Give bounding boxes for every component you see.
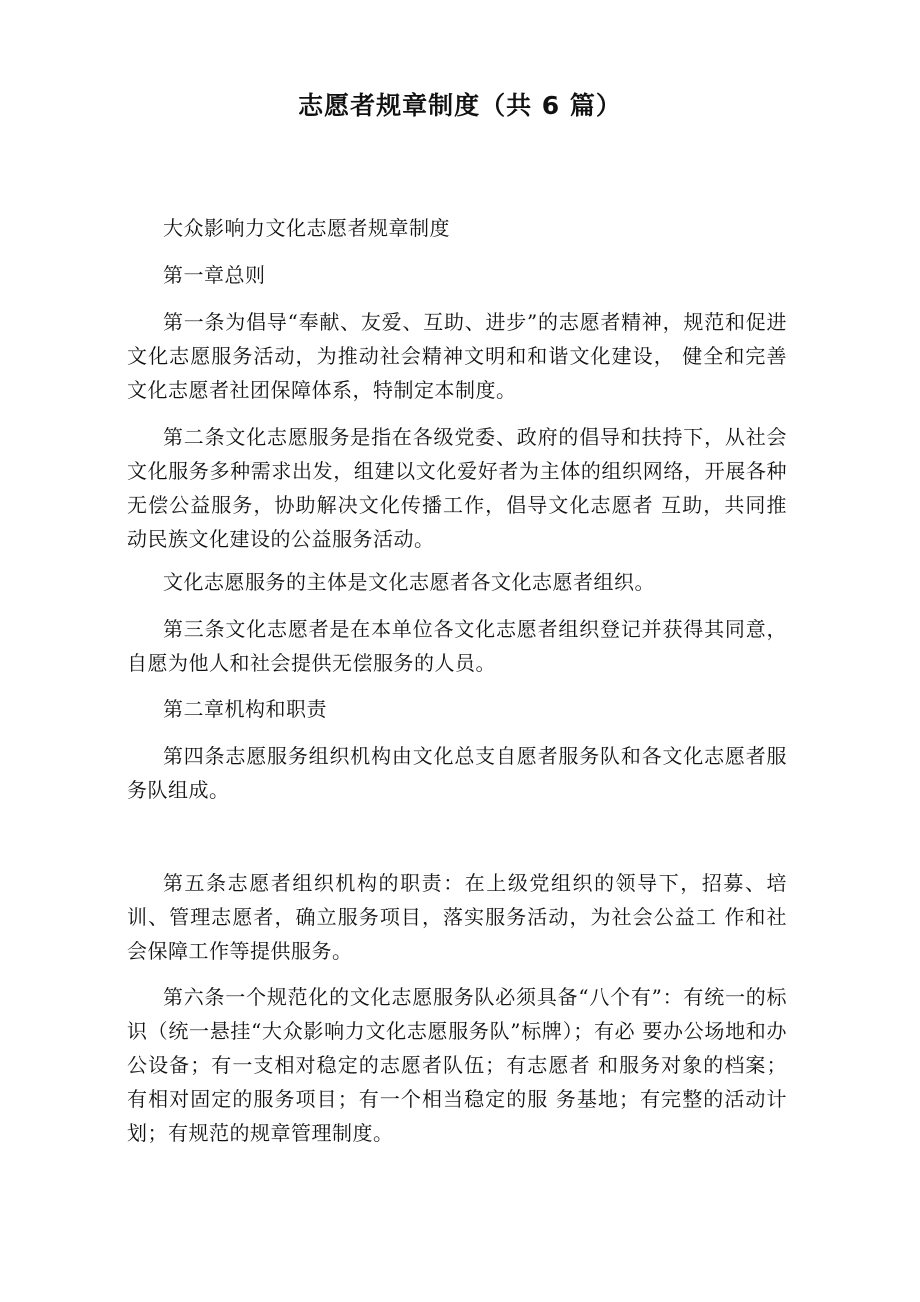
paragraph-chapter-1: 第一章总则 [163, 263, 266, 287]
paragraph-article-4: 第四条志愿服务组织机构由文化总支自愿者服务队和各文化志愿者服务队组成。 [127, 744, 787, 802]
paragraph-chapter-2: 第二章机构和职责 [163, 697, 327, 721]
paragraph-article-5: 第五条志愿者组织机构的职责：在上级党组织的领导下，招募、培训、管理志愿者，确立服务项目，落实服务活动，为社会公益工 作和社会保障工作等提供服务。 [127, 871, 787, 963]
paragraph-subtitle: 大众影响力文化志愿者规章制度 [163, 216, 450, 240]
paragraph-article-2: 第二条文化志愿服务是指在各级党委、政府的倡导和扶持下，从社会文化服务多种需求出发，组建以文化爱好者为主体的组织网络，开展各种无偿公益服务，协助解决文化传播工作，倡导文化志愿者 互助，共同推动民族文化建设的公益服务活动。 [127, 425, 787, 551]
paragraph-article-6: 第六条一个规范化的文化志愿服务队必须具备“八个有”：有统一的标识（统一悬挂“大众影响力文化志愿服务队”标牌）；有必 要办公场地和办公设备；有一支相对稳定的志愿者队伍；有志愿者 和服务对象的档案；有相对固定的服务项目；有一个相当稳定的服 务基地；有完整的活动计划；有规范的规章管理制度。 [127, 985, 787, 1145]
paragraph-article-3: 第三条文化志愿者是在本单位各文化志愿者组织登记并获得其同意，自愿为他人和社会提供无偿服务的人员。 [127, 617, 787, 675]
document-title: 志愿者规章制度（共 6 篇） [298, 91, 622, 120]
paragraph-service-subject: 文化志愿服务的主体是文化志愿者各文化志愿者组织。 [163, 570, 655, 594]
paragraph-article-1: 第一条为倡导“奉献、友爱、互助、进步”的志愿者精神，规范和促进文化志愿服务活动，为推动社会精神文明和和谐文化建设， 健全和完善文化志愿者社团保障体系，特制定本制度。 [127, 310, 787, 402]
